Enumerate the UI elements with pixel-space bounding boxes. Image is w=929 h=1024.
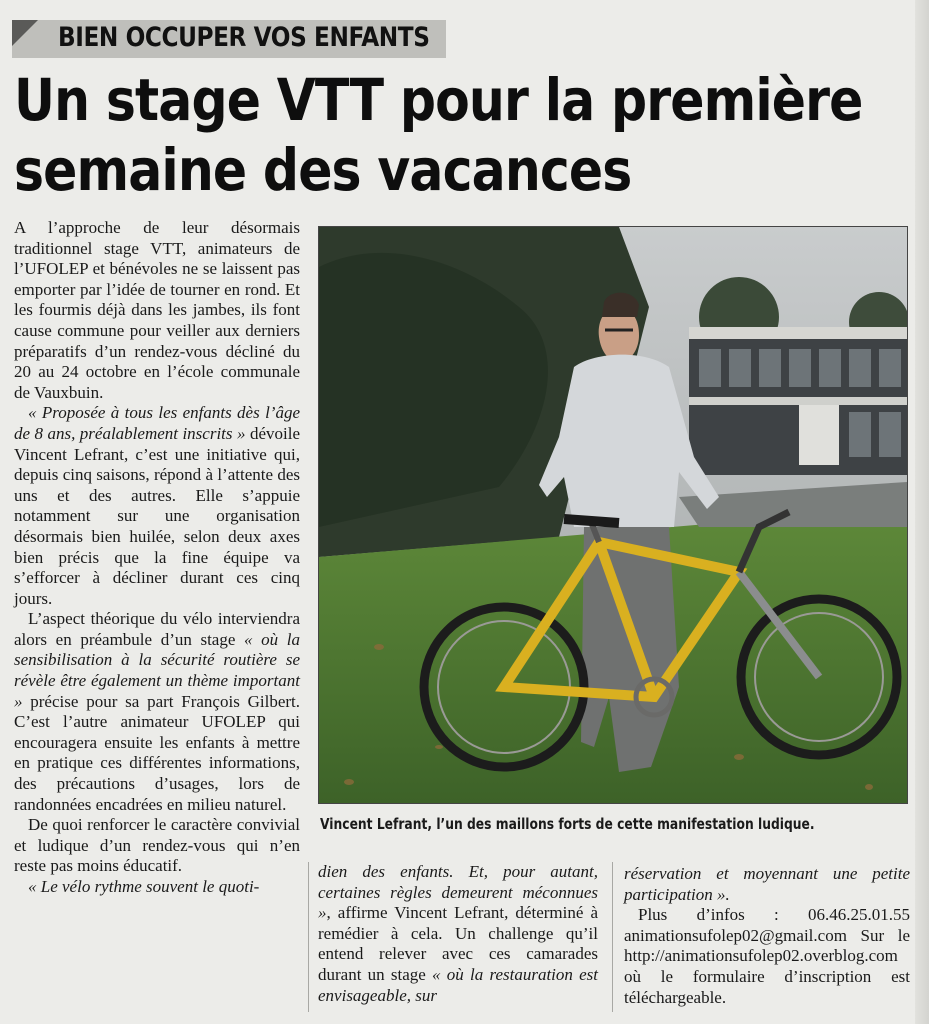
article-column-3 [624,864,910,1008]
paragraph-4-text: De quoi renforcer le caractère convivial et ludique d’un rendez-vous qui n’en reste pas moins éducatif. [14,815,300,876]
section-rubric [12,20,446,58]
headline-line-2: semaine des vacances [14,135,632,204]
paragraph-3-start: L’aspect théorique du vélo interviendra alors en préambule d’un stage [14,609,300,649]
column-rule-1 [308,862,309,1012]
paragraph-4 [14,815,300,877]
contact-info: Plus d’infos : 06.46.25.01.55 animationsufolep02@gmail.com Sur le http://animationsufolep02.overblog.com où le formulaire d’inscription est téléchargeable. [624,905,910,1007]
photo-illustration [319,227,907,803]
article-column-2 [318,862,598,1006]
photo-caption: Vincent Lefrant, l’un des maillons forts de cette manifestation ludique. [320,815,815,833]
rubric-label: BIEN OCCUPER VOS ENFANTS [58,22,430,53]
article-headline [14,66,862,205]
paragraph-1-text: A l’approche de leur désormais traditionnel stage VTT, animateurs de l’UFOLEP et bénévoles ne se laissent pas emporter par l’idée de tourner en rond. Et les fourmis déjà dans les jambes, ils font cause commune pour veiller aux derniers préparatifs d’un rendez-vous décliné du 20 au 24 octobre en l’école communale de Vauxbuin. [14,218,300,402]
paragraph-2-quote: « Proposée à tous les enfants dès l’âge de 8 ans, préalablement inscrits » [14,403,300,443]
paragraph-5-text: , affirme Vincent Lefrant, déterminé à remédier à cela. Un challenge qu’il entend relever avec ces camarades durant un stage [318,903,598,984]
page-edge [915,0,929,1024]
paragraph-2-text: dévoile Vincent Lefrant, c’est une initiative qui, depuis cinq saisons, répond à l’attente des uns et des autres. Elle s’appuie notamment sur une organisation désormais bien huilée, selon deux axes bien précis que la fine équipe va s’efforcer à décliner durant ces cinq jours. [14,423,301,608]
paragraph-5-quote-cont: dien des enfants. Et, pour autant, certaines règles demeurent méconnues » [318,862,598,923]
paragraph-5-quote-start: « Le vélo rythme souvent le quoti- [28,877,260,896]
column-rule-2 [612,862,613,1012]
article-column-1 [14,218,300,898]
paragraph-3-quote: « où la sensibilisation à la sécurité routière se révèle être également un thème important » [14,629,300,711]
headline-line-1: Un stage VTT pour la première [14,66,863,134]
paragraph-5-end-quote: réservation et moyennant une petite participation ». [624,864,910,904]
paragraph-5-start [14,877,300,898]
paragraph-3-text: précise pour sa part François Gilbert. C’est l’autre animateur UFOLEP qui encouragera ensuite les enfants à mettre en pratique ces différentes informations, des précautions d’usages, lors de randonnées encadrées en milieu naturel. [14,691,300,814]
paragraph-1 [14,218,300,403]
paragraph-6 [624,905,910,1008]
article-photo [318,226,908,804]
rubric-corner-triangle [12,20,38,46]
paragraph-2 [14,403,300,609]
paragraph-5-end [624,864,910,905]
paragraph-5-quote-2: « où la restauration est envisageable, sur [318,964,598,1005]
paragraph-3 [14,609,300,815]
paragraph-5-cont [318,862,598,1006]
